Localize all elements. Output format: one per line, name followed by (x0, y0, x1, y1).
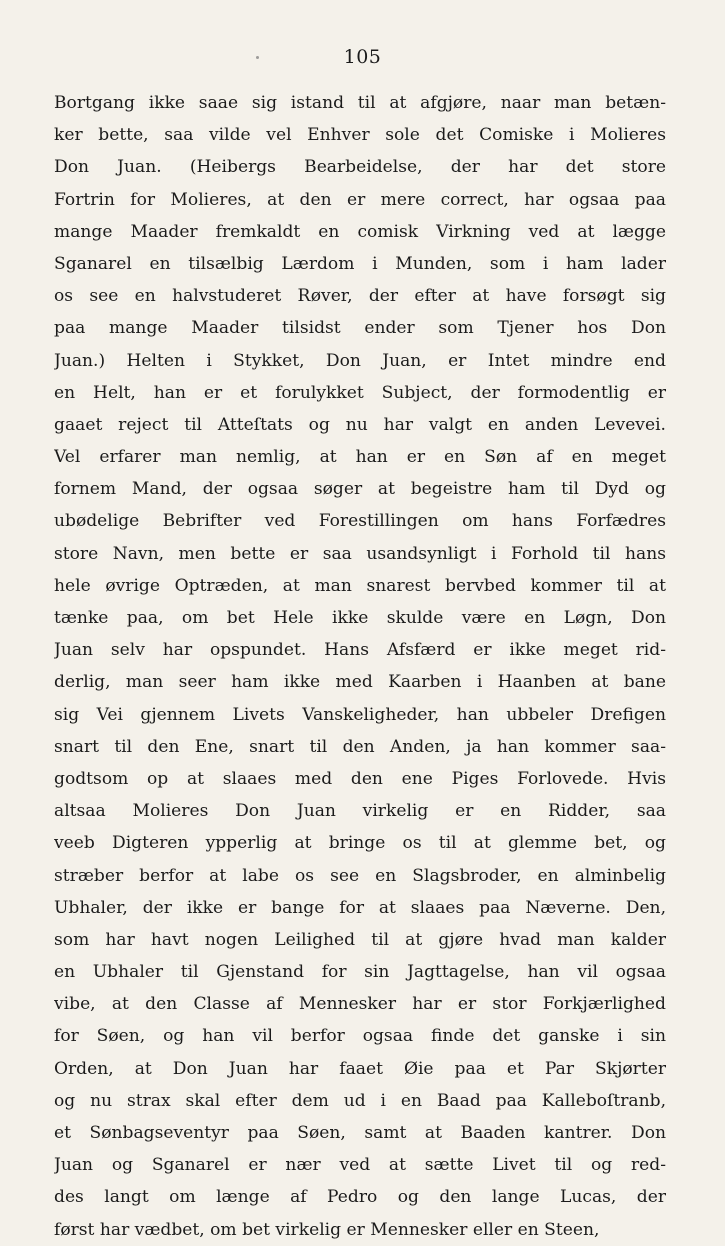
text-line: en Ubhaler til Gjenstand for sin Jagttagelse, han vil ogsaa (54, 962, 666, 983)
text-line: Juan og Sganarel er nær ved at sætte Livet til og red- (54, 1155, 666, 1176)
text-line: des langt om længe af Pedro og den lange Lucas, der (54, 1187, 666, 1208)
page-number: 105 (343, 46, 382, 68)
text-line: for Søen, og han vil berfor ogsaa finde det ganske i sin (54, 1026, 666, 1047)
text-line: veeb Digteren ypperlig at bringe os til at glemme bet, og (54, 833, 666, 854)
text-line: ubødelige Bebrifter ved Forestillingen om hans Forfædres (54, 511, 666, 532)
text-line: og nu strax skal efter dem ud i en Baad paa Kalleboſtranb, (54, 1090, 666, 1111)
text-line: godtsom op at slaaes med den ene Piges Forlovede. Hvis (54, 768, 666, 789)
text-line: paa mange Maader tilsidst ender som Tjener hos Don (54, 318, 666, 339)
text-line: sig Vei gjennem Livets Vanskeligheder, han ubbeler Drefigen (54, 704, 666, 725)
text-line: derlig, man seer ham ikke med Kaarben i Haanben at bane (54, 672, 666, 693)
body-text (54, 87, 666, 1246)
text-line: altsaa Molieres Don Juan virkelig er en Ridder, saa (54, 801, 666, 822)
text-line: Vel erfarer man nemlig, at han er en Søn af en meget (54, 447, 666, 468)
text-line: Fortrin for Molieres, at den er mere correct, har ogsaa paa (54, 189, 666, 210)
text-line: gaaet reject til Atteſtats og nu har valgt en anden Levevei. (54, 414, 666, 435)
text-line: først har vædbet, om bet virkelig er Mennesker eller en Steen, (54, 1219, 600, 1240)
text-line: Juan.) Helten i Stykket, Don Juan, er Intet mindre end (54, 350, 666, 371)
text-line: hele øvrige Optræden, at man snarest bervbed kommer til at (54, 575, 666, 596)
text-line: snart til den Ene, snart til den Anden, ja han kommer saa- (54, 736, 666, 757)
text-line: Bortgang ikke saae sig istand til at afgjøre, naar man betæn- (54, 93, 666, 113)
text-line: ker bette, saa vilde vel Enhver sole det Comiske i Molieres (54, 125, 666, 146)
text-line: stræber berfor at labe os see en Slagsbroder, en alminbelig (54, 865, 666, 886)
text-line: fornem Mand, der ogsaa søger at begeistre ham til Dyd og (54, 479, 666, 500)
text-line: Don Juan. (Heibergs Bearbeidelse, der har det store (54, 157, 666, 178)
text-line: et Sønbagseventyr paa Søen, samt at Baaden kantrer. Don (54, 1123, 666, 1143)
text-line: vibe, at den Classe af Mennesker har er stor Forkjærlighed (54, 994, 666, 1015)
text-line: som har havt nogen Leilighed til at gjøre hvad man kalder (54, 929, 666, 950)
text-line: os see en halvstuderet Røver, der efter at have forsøgt sig (54, 286, 666, 307)
text-line: Sganarel en tilsælbig Lærdom i Munden, som i ham lader (54, 253, 666, 274)
text-line: store Navn, men bette er saa usandsynligt i Forhold til hans (54, 543, 666, 564)
text-line: Ubhaler, der ikke er bange for at slaaes paa Næverne. Den, (54, 897, 666, 918)
text-line: tænke paa, om bet Hele ikke skulde være en Løgn, Don (54, 608, 666, 628)
text-line: Orden, at Don Juan har faaet Øie paa et Par Skjørter (54, 1058, 666, 1079)
text-line: Juan selv har opspundet. Hans Afsfærd er ikke meget rid- (54, 640, 666, 661)
text-line: mange Maader fremkaldt en comisk Virkning ved at lægge (54, 221, 666, 242)
text-line: en Helt, han er et forulykket Subject, der formodentlig er (54, 382, 666, 403)
